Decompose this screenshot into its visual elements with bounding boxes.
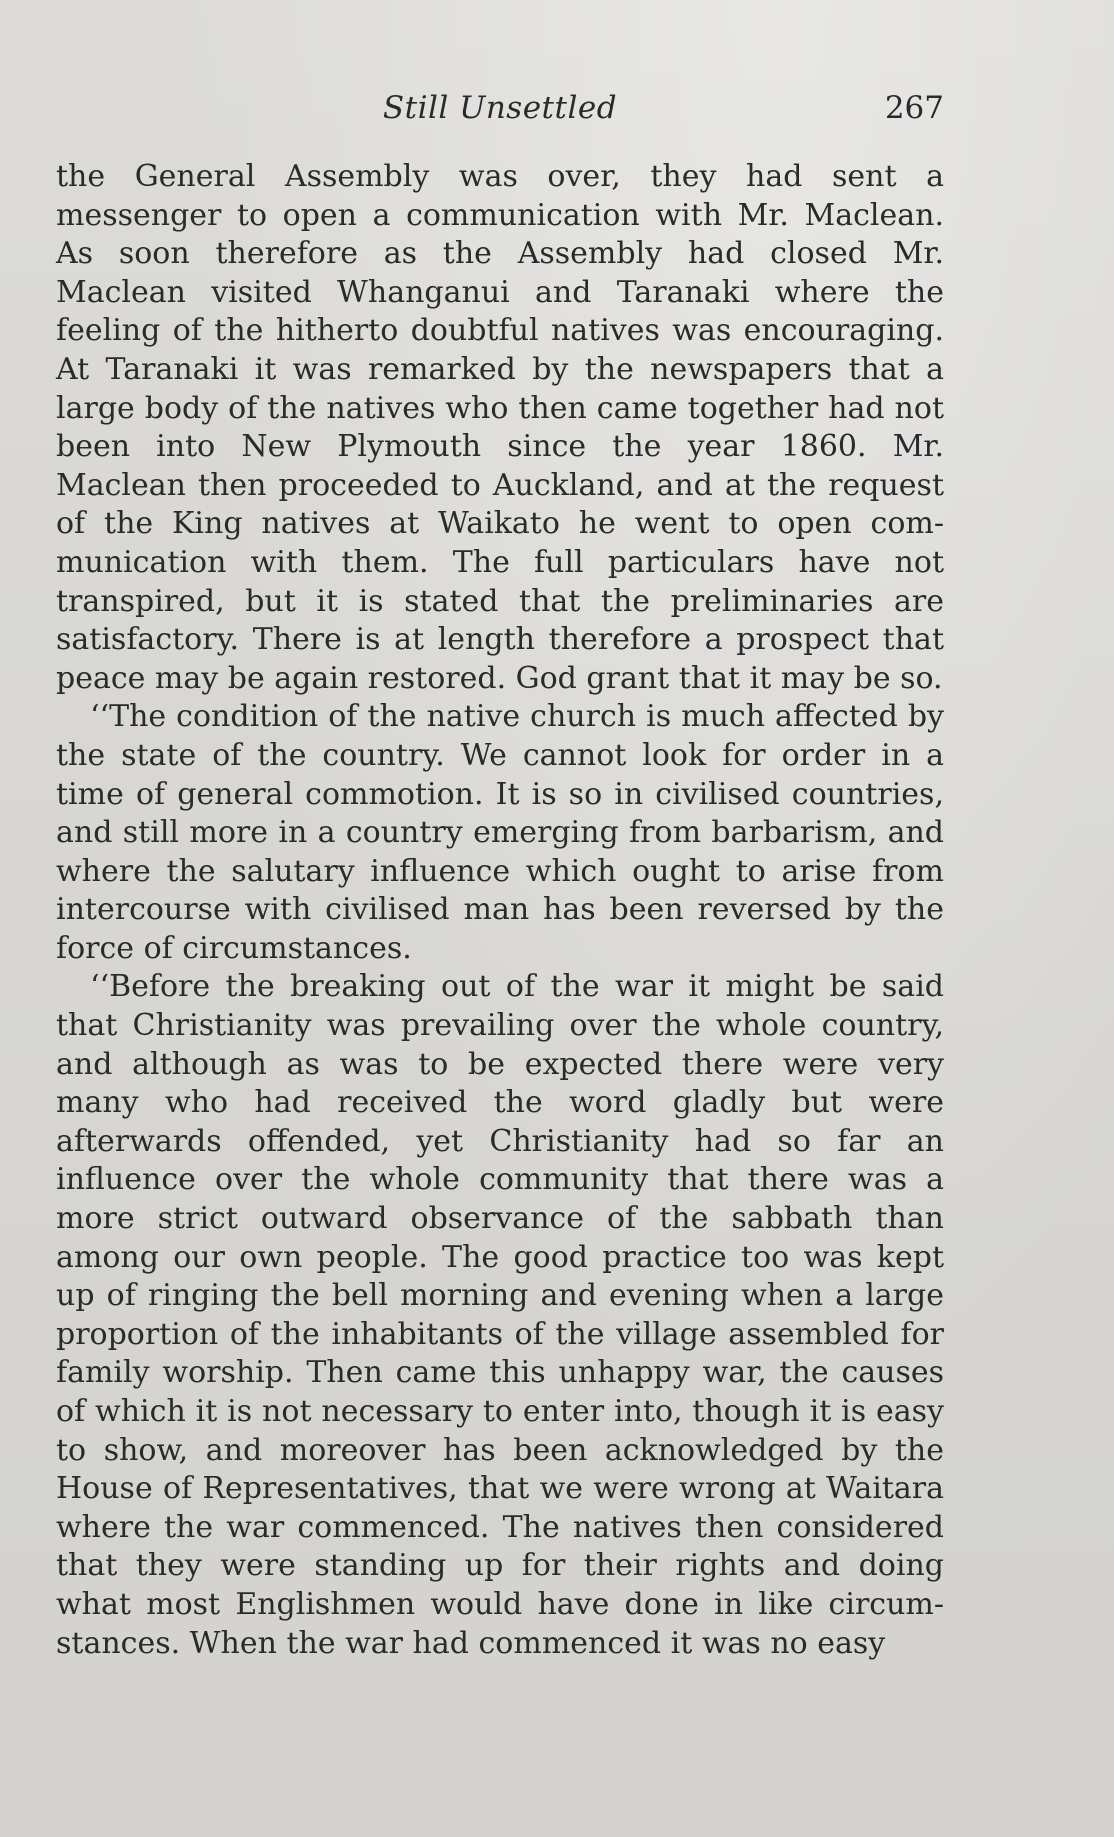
body-text (56, 158, 944, 1663)
paragraph-before-war: ‘‘Before the breaking out of the war it might be said that Christianity was prevailing over the whole country, and although as was to be expected there were very many who had received the word gladly but were afterwards offended, yet Christianity had so far an influence over the whole community that there was a more strict outward observance of the sabbath than among our own people. The good practice too was kept up of ringing the bell morning and evening when a large proportion of the inhabitants of the village assembled for family worship. Then came this unhappy war, the causes of which it is not necessary to enter into, though it is easy to show, and moreover has been acknowledged by the House of Representatives, that we were wrong at Waitara where the war commenced. The natives then considered that they were standing up for their rights and doing what most Englishmen would have done in like circumstances. When the war had commenced it was no easy (56, 969, 944, 1661)
page-number: 267 (884, 90, 944, 126)
page-header (56, 90, 944, 130)
paragraph-native-church: ‘‘The condition of the native church is much affected by the state of the country. We cannot look for order in a time of general commotion. It is so in civilised countries, and still more in a country emerging from barbarism, and where the salutary influence which ought to arise from intercourse with civilised man has been reversed by the force of circumstances. (56, 699, 944, 966)
paragraph-continued: the General Assembly was over, they had sent a messenger to open a communication with Mr. Maclean. As soon therefore as the Assembly had closed Mr. Maclean visited Whanganui and Taranaki where the feeling of the hitherto doubtful natives was encouraging. At Taranaki it was remarked by the newspapers that a large body of the natives who then came together had not been into New Plymouth since the year 1860. Mr. Maclean then proceeded to Auckland, and at the request of the King natives at Waikato he went to open communication with them. The full particulars have not transpired, but it is stated that the preliminaries are satisfactory. There is at length therefore a prospect that peace may be again restored. God grant that it may be so. (56, 159, 944, 696)
running-title: Still Unsettled (382, 90, 618, 126)
